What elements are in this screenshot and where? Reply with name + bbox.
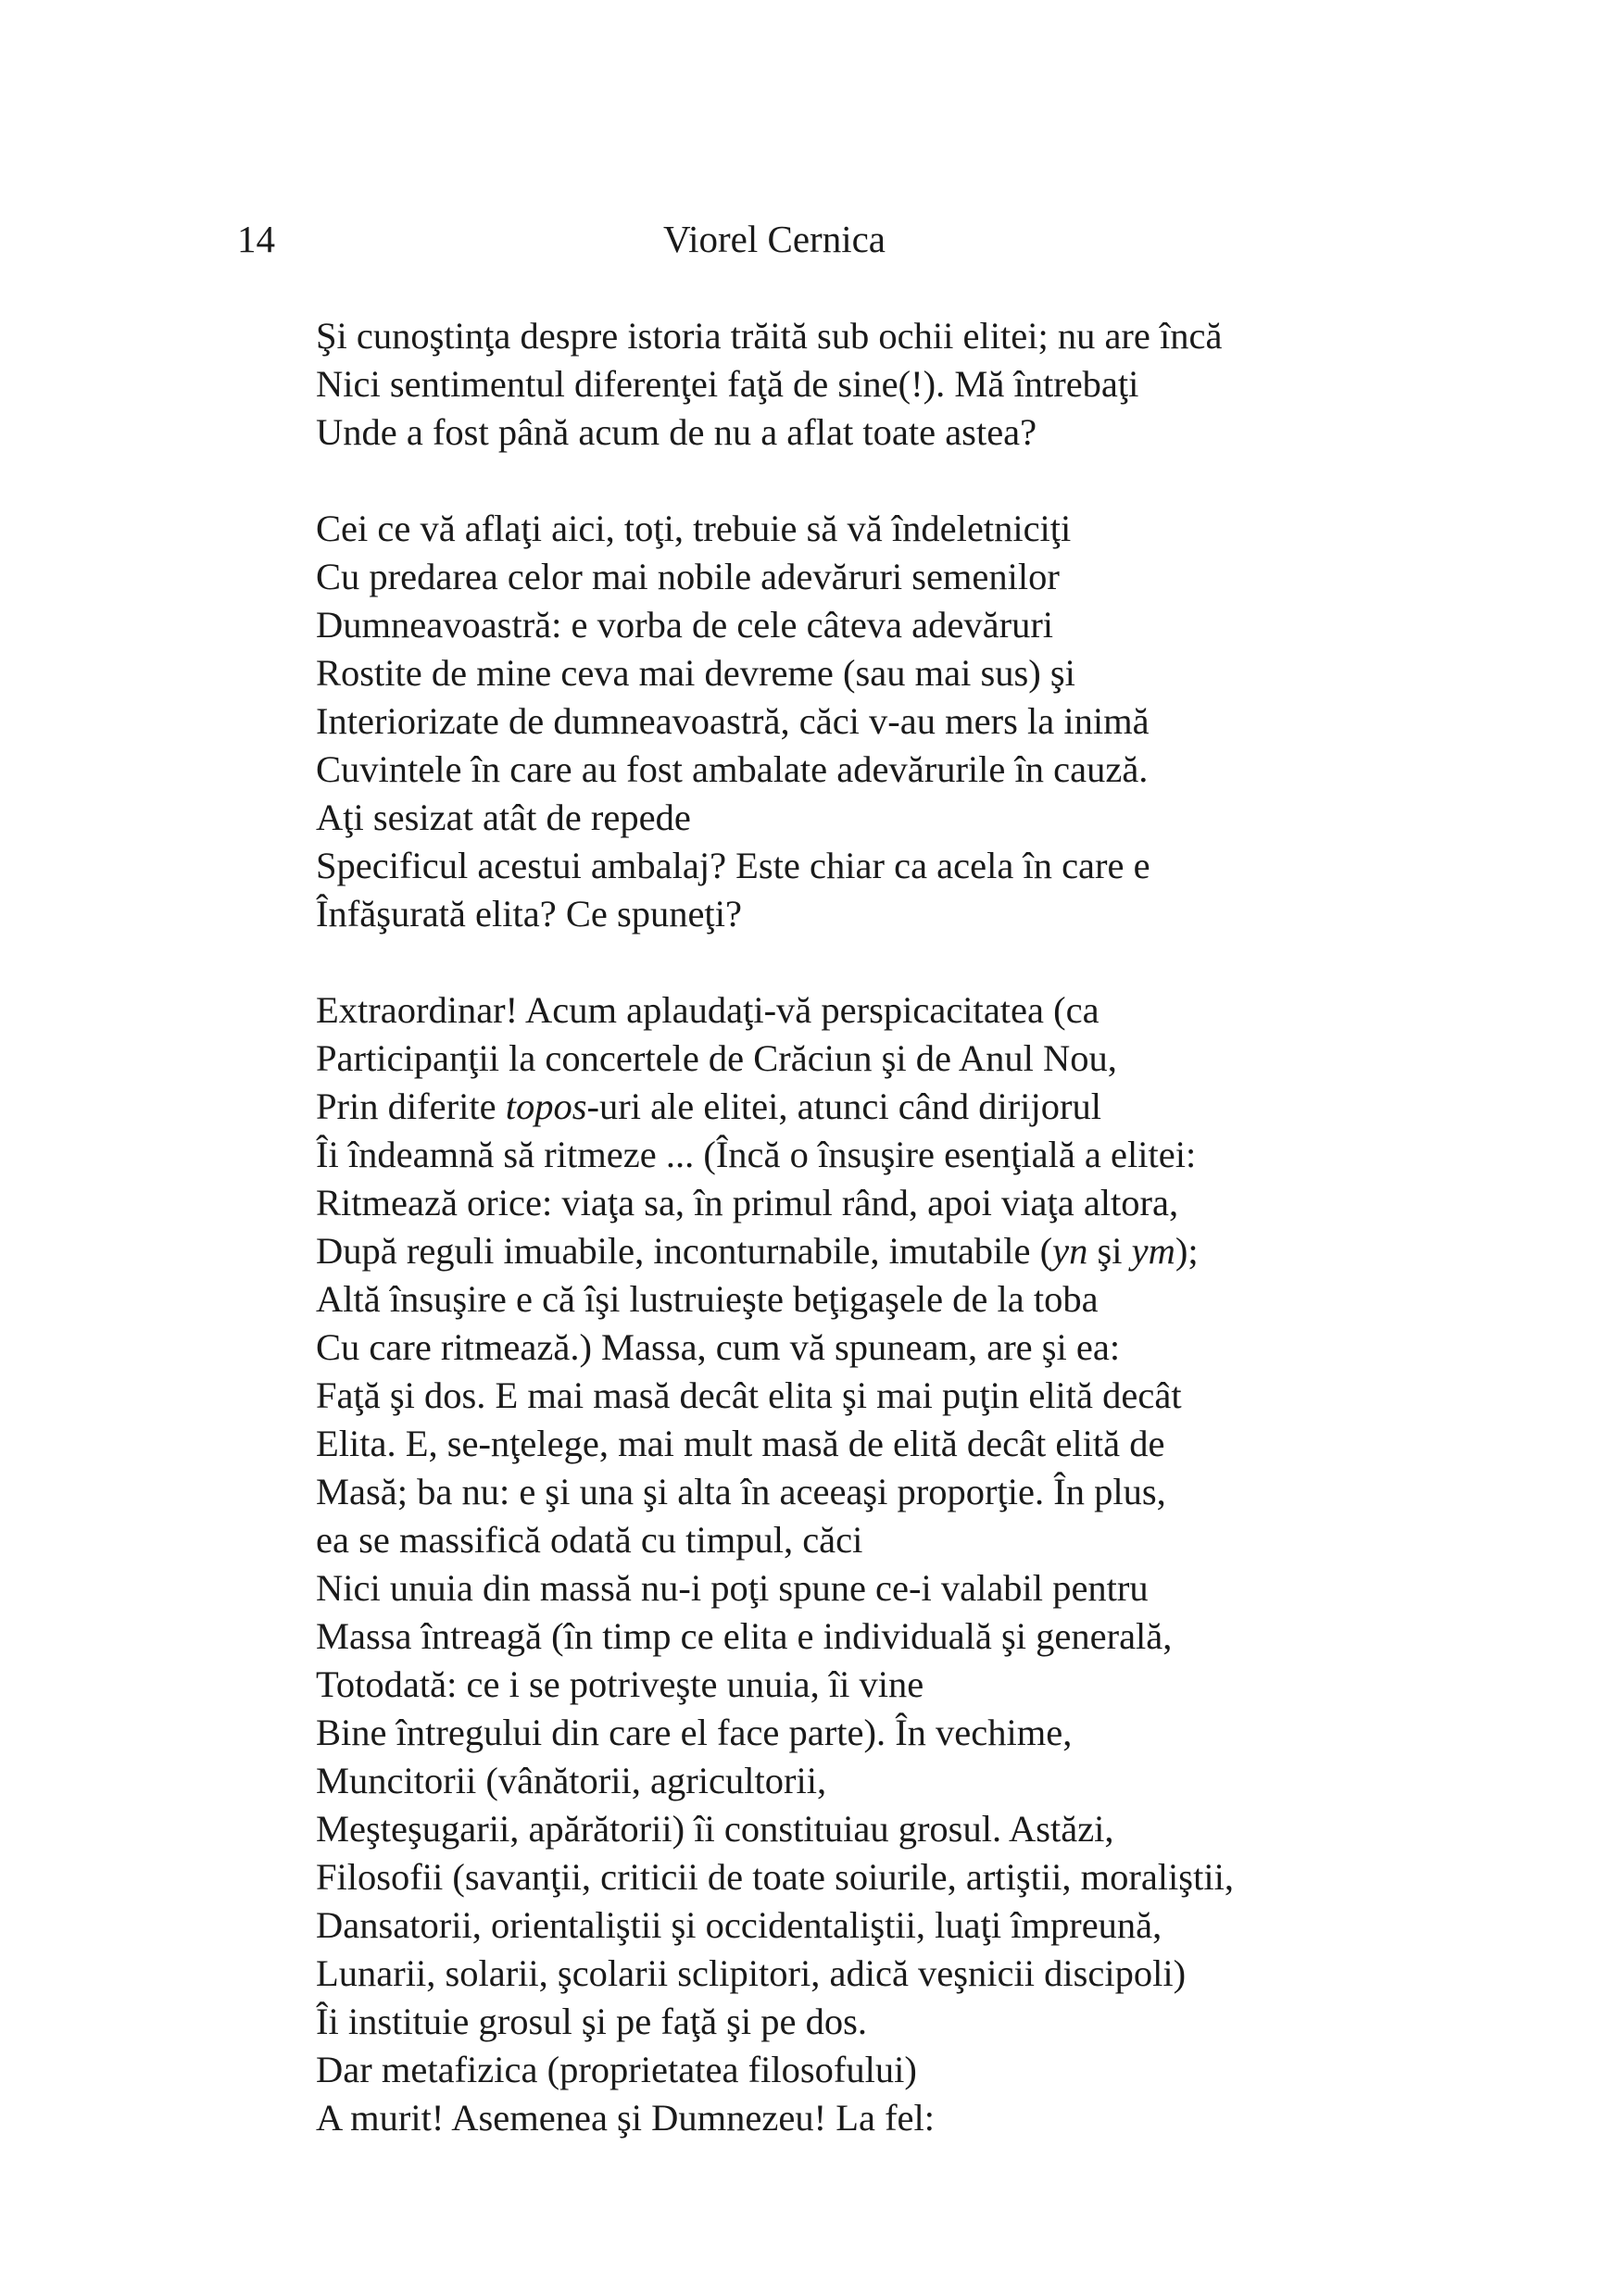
poem-line: Muncitorii (vânătorii, agricultorii, [316,1760,827,1801]
poem-body [316,312,1316,2142]
poem-line: Specificul acestui ambalaj? Este chiar ca acela în care e [316,845,1150,886]
poem-line: Cei ce vă aflaţi aici, toţi, trebuie să vă îndeletniciţi [316,508,1072,549]
poem-line: Nici sentimentul diferenţei faţă de sine(!). Mă întrebaţi [316,363,1139,405]
running-head [237,211,1312,267]
page-number: 14 [237,218,275,260]
stanza [316,986,1316,2142]
poem-line: Bine întregului din care el face parte). În vechime, [316,1712,1073,1753]
poem-line: Unde a fost până acum de nu a aflat toate astea? [316,411,1037,453]
poem-line [316,1083,1316,1131]
poem-line: A murit! Asemenea şi Dumnezeu! La fel: [316,2097,936,2139]
poem-line: Îi îndeamnă să ritmeze ... (Încă o însuşire esenţială a elitei: [316,1134,1197,1175]
poem-line: Participanţii la concertele de Crăciun şi de Anul Nou, [316,1037,1117,1079]
poem-line: Totodată: ce i se potriveşte unuia, îi vine [316,1663,924,1705]
poem-line: Şi cunoştinţa despre istoria trăită sub ochii elitei; nu are încă [316,315,1223,357]
poem-line: Cuvintele în care au fost ambalate adevărurile în cauză. [316,748,1149,790]
poem-line: Extraordinar! Acum aplaudaţi-vă perspicacitatea (ca [316,989,1100,1031]
running-head-author: Viorel Cernica [662,218,886,260]
poem-line: Faţă şi dos. E mai masă decât elita şi mai puţin elită decât [316,1374,1182,1416]
poem-line: Filosofii (savanţii, criticii de toate soiurile, artiştii, moraliştii, [316,1856,1234,1898]
line-segment: ); [1175,1230,1199,1272]
stanza [316,505,1316,938]
poem-line: Elita. E, se-nţelege, mai mult masă de elită decât elită de [316,1423,1165,1464]
poem-line: Dansatorii, orientaliştii şi occidentaliştii, luaţi împreună, [316,1904,1162,1946]
line-segment: Prin diferite [316,1085,506,1127]
poem-line: Ritmează orice: viaţa sa, în primul rând, apoi viaţa altora, [316,1182,1179,1223]
line-segment: şi [1087,1230,1132,1272]
poem-line: Îi instituie grosul şi pe faţă şi pe dos. [316,2001,868,2042]
poem-line: Dumneavoastră: e vorba de cele câteva adevăruri [316,604,1054,646]
poem-line: ea se massifică odată cu timpul, căci [316,1519,863,1561]
poem-line: Masă; ba nu: e şi una şi alta în aceeaşi proporţie. În plus, [316,1471,1166,1512]
poem-line: Aţi sesizat atât de repede [316,797,691,838]
italic-term: topos [505,1085,587,1127]
italic-term: yn [1052,1230,1088,1272]
poem-line: Cu care ritmează.) Massa, cum vă spuneam, are şi ea: [316,1326,1121,1368]
poem-line: Dar metafizica (proprietatea filosofului) [316,2049,917,2090]
poem-line: Înfăşurată elita? Ce spuneţi? [316,893,742,935]
poem-line: Lunarii, solarii, şcolarii sclipitori, adică veşnicii discipoli) [316,1952,1187,1994]
poem-line [316,1227,1316,1275]
line-segment: După reguli imuabile, inconturnabile, imutabile ( [316,1230,1053,1272]
italic-term: ym [1131,1230,1175,1272]
poem-line: Nici unuia din massă nu-i poţi spune ce-i valabil pentru [316,1567,1149,1609]
poem-line: Altă însuşire e că îşi lustruieşte beţigaşele de la toba [316,1278,1099,1320]
poem-line: Meşteşugarii, apărătorii) îi constituiau grosul. Astăzi, [316,1808,1114,1850]
poem-line: Rostite de mine ceva mai devreme (sau mai sus) şi [316,652,1075,694]
poem-line: Interiorizate de dumneavoastră, căci v-au mers la inimă [316,700,1150,742]
poem-line: Massa întreagă (în timp ce elita e individuală şi generală, [316,1615,1173,1657]
poem-line: Cu predarea celor mai nobile adevăruri semenilor [316,556,1060,597]
stanza [316,312,1316,457]
line-segment: -uri ale elitei, atunci când dirijorul [586,1085,1101,1127]
